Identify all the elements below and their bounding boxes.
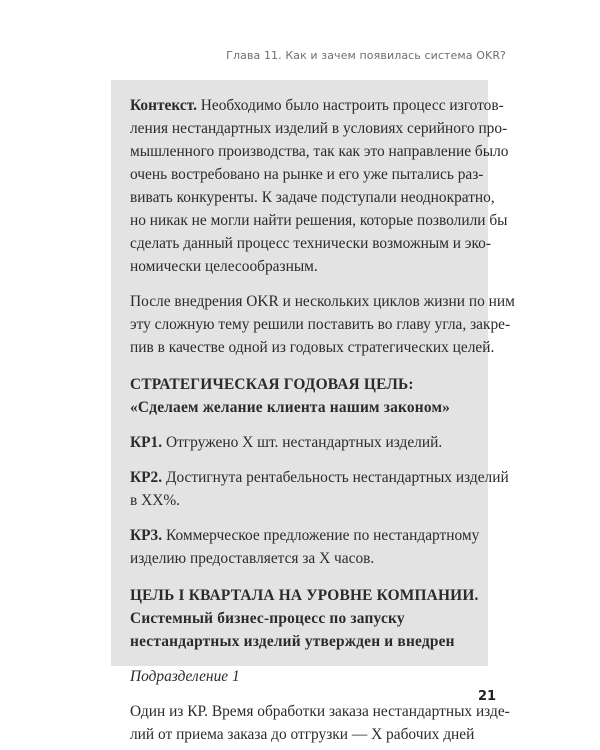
page-number: 21 <box>478 689 497 704</box>
paragraph-line: эту сложную тему решили поставить во главу угла, закре- <box>130 316 511 333</box>
context-line: но никак не могли найти решения, которые позволили бы <box>130 212 508 229</box>
annual-goal-subtitle: «Сделаем желание клиента нашим законом» <box>130 399 451 416</box>
after-okr-paragraph <box>130 290 515 359</box>
key-result-2 <box>130 466 509 512</box>
annual-goal-title: СТРАТЕГИЧЕСКАЯ ГОДОВАЯ ЦЕЛЬ: <box>130 376 414 393</box>
department-title: Подразделение 1 <box>130 668 240 685</box>
quarter-goal-line: Системный бизнес-процесс по запуску <box>130 610 405 627</box>
quarter-goal-line: нестандартных изделий утвержден и внедрен <box>130 633 455 650</box>
paragraph-line: После внедрения OKR и нескольких циклов жизни по ним <box>130 293 515 310</box>
annual-goal-heading <box>130 373 478 419</box>
running-head: Глава 11. Как и зачем появилась система OKR? <box>226 49 506 62</box>
department-line: Один из КР. Время обработки заказа нестандартных изде- <box>130 703 510 720</box>
context-line: вивать конкуренты. К задаче подступали неоднократно, <box>130 189 495 206</box>
key-result-text: Достигнута рентабельность нестандартных изделий <box>165 469 509 486</box>
paragraph-line: пив в качестве одной из годовых стратегических целей. <box>130 339 495 356</box>
key-result-text: изделию предоставляется за Х часов. <box>130 550 375 567</box>
context-line: мышленного производства, так как это направление было <box>130 143 509 160</box>
context-line: ления нестандартных изделий в условиях серийного про- <box>130 120 508 137</box>
context-line: номически целесообразным. <box>130 258 318 275</box>
key-result-label: КР1. <box>130 434 163 451</box>
context-label: Контекст. <box>130 97 197 114</box>
context-line: сделать данный процесс технически возможным и эко- <box>130 235 491 252</box>
key-result-1 <box>130 431 478 454</box>
department-line: лий от приема заказа до отгрузки — Х рабочих дней <box>130 726 475 743</box>
context-paragraph <box>130 94 509 278</box>
quarter-goal-heading <box>130 584 478 653</box>
key-result-text: в ХХ%. <box>130 492 181 509</box>
key-result-text: Коммерческое предложение по нестандартному <box>165 527 480 544</box>
context-line: очень востребовано на рынке и его уже пытались раз- <box>130 166 484 183</box>
key-result-text: Отгружено Х шт. нестандартных изделий. <box>165 434 443 451</box>
key-result-3 <box>130 524 478 570</box>
context-line: Необходимо было настроить процесс изготов- <box>200 97 504 114</box>
key-result-label: КР2. <box>130 469 163 486</box>
key-result-label: КР3. <box>130 527 163 544</box>
department-heading <box>130 665 478 688</box>
department-paragraph <box>130 700 510 746</box>
quarter-goal-title: ЦЕЛЬ I КВАРТАЛА НА УРОВНЕ КОМПАНИИ. <box>130 587 479 604</box>
